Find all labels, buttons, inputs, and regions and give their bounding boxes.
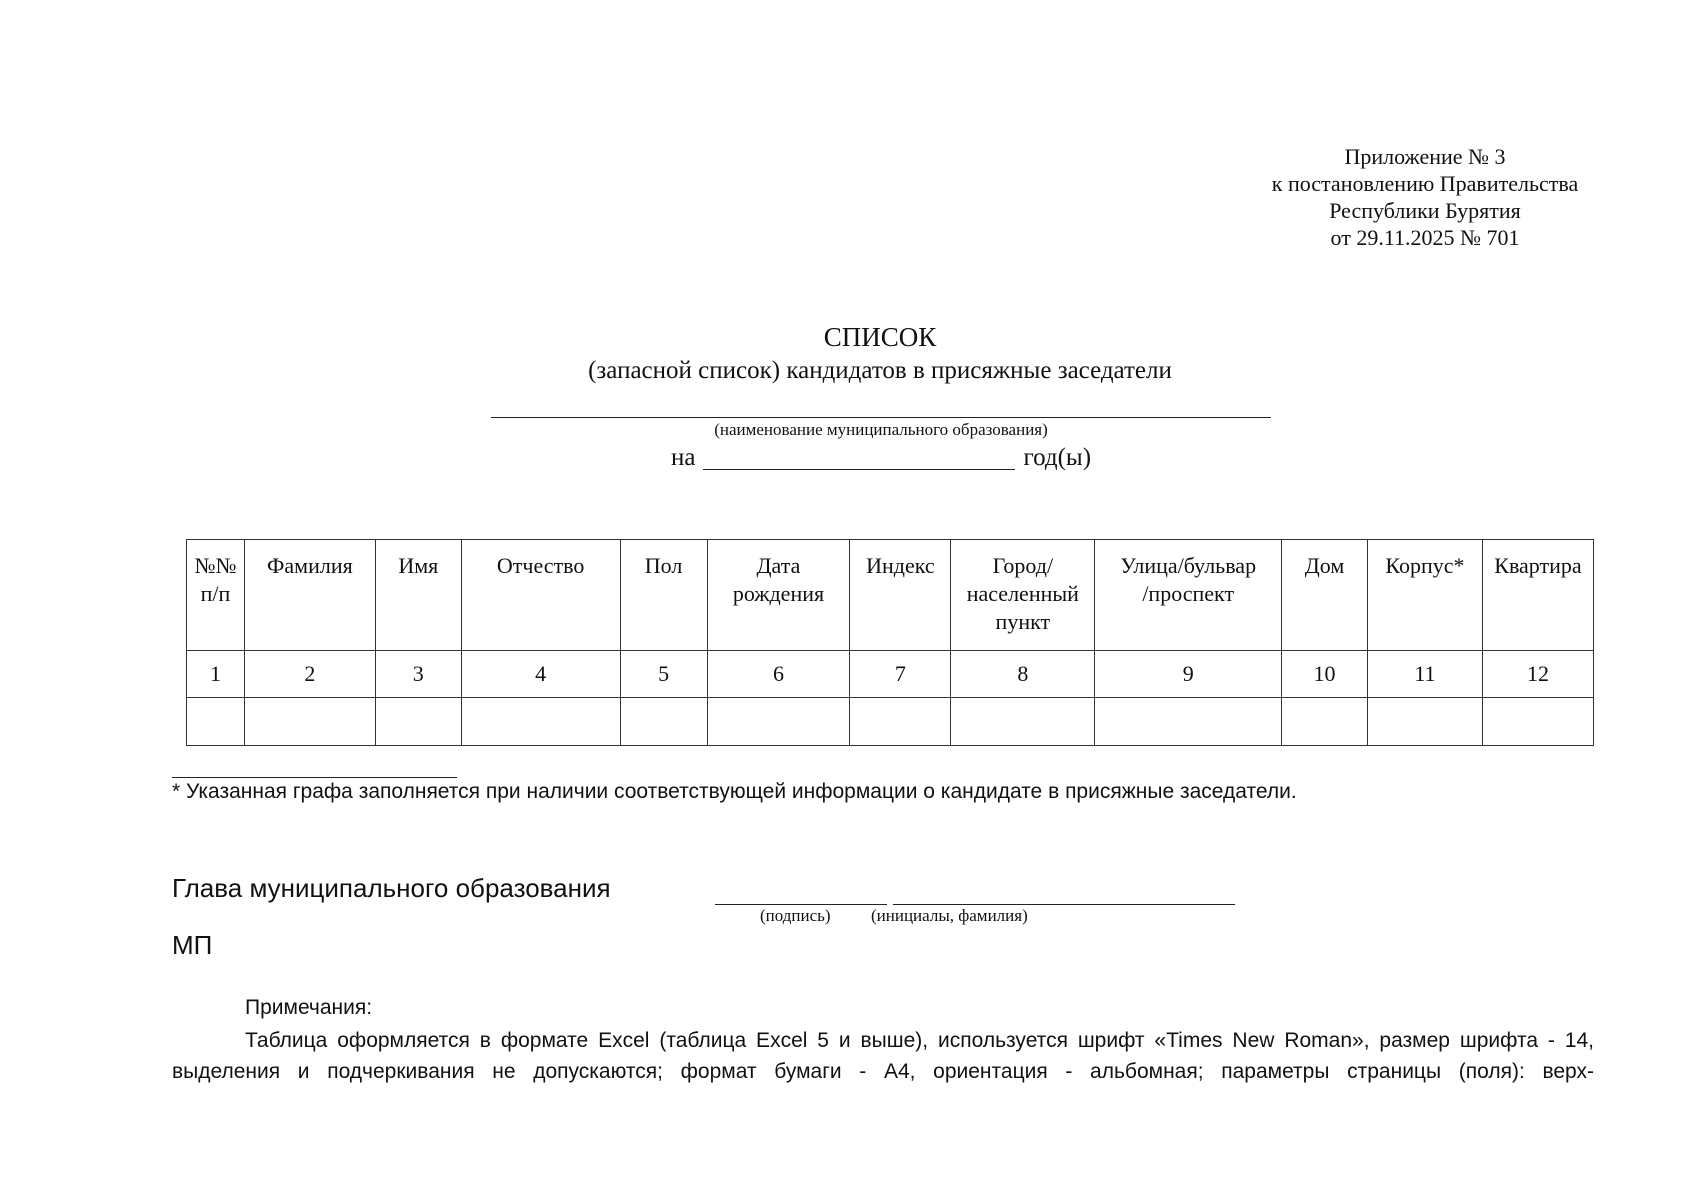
header-cell: Пол <box>620 540 707 651</box>
column-number: 6 <box>707 651 850 698</box>
empty-cell <box>707 698 850 746</box>
empty-cell <box>1368 698 1483 746</box>
empty-cell <box>1095 698 1282 746</box>
name-caption: (инициалы, фамилия) <box>871 906 1028 925</box>
title-block <box>400 320 1360 388</box>
year-suffix: год(ы) <box>1023 444 1092 471</box>
column-number: 3 <box>375 651 461 698</box>
header-cell: Город/ населенный пункт <box>951 540 1095 651</box>
header-cell: Фамилия <box>244 540 375 651</box>
header-cell: Дата рождения <box>707 540 850 651</box>
empty-cell <box>187 698 245 746</box>
header-cell: Имя <box>375 540 461 651</box>
column-number: 1 <box>187 651 245 698</box>
column-number: 4 <box>461 651 620 698</box>
name-line <box>893 904 1235 905</box>
empty-cell <box>244 698 375 746</box>
table-row <box>187 698 1594 746</box>
year-prefix: на <box>670 444 696 471</box>
document-title: СПИСОК <box>823 322 937 352</box>
column-number-row <box>187 651 1594 698</box>
municipality-caption: (наименование муниципального образования) <box>714 420 1048 439</box>
header-cell: Корпус* <box>1368 540 1483 651</box>
year-row <box>491 444 1271 472</box>
notes-title: Примечания: <box>245 996 373 1019</box>
column-number: 12 <box>1482 651 1593 698</box>
empty-cell <box>951 698 1095 746</box>
column-number: 5 <box>620 651 707 698</box>
annex-line-4: от 29.11.2025 № 701 <box>1330 225 1520 250</box>
header-cell: Индекс <box>850 540 951 651</box>
head-of-municipality-label: Глава муниципального образования <box>172 873 611 903</box>
column-number: 9 <box>1095 651 1282 698</box>
empty-cell <box>1282 698 1368 746</box>
table-header-row <box>187 540 1594 651</box>
stamp-label: МП <box>172 930 213 960</box>
document-subtitle: (запасной список) кандидатов в присяжные заседатели <box>588 357 1172 384</box>
header-cell: Отчество <box>461 540 620 651</box>
empty-cell <box>375 698 461 746</box>
column-number: 2 <box>244 651 375 698</box>
annex-header <box>1240 143 1610 251</box>
municipality-blank-line <box>491 417 1271 418</box>
candidates-table <box>186 539 1594 746</box>
signature-line <box>715 904 887 905</box>
header-cell: Квартира <box>1482 540 1593 651</box>
footnote: * Указанная графа заполняется при наличии соответствующей информации о кандидате в присяжные заседатели. <box>172 780 1297 803</box>
empty-cell <box>461 698 620 746</box>
notes-text: Таблица оформляется в формате Excel (таблица Excel 5 и выше), используется шрифт «Times New Roman», размер шрифта - 14, выделения и подчеркивания не допускаются; формат бумаги - А4, ориентация - альбомная; параметры страницы (поля): верх- <box>172 1029 1594 1083</box>
empty-cell <box>850 698 951 746</box>
column-number: 8 <box>951 651 1095 698</box>
header-cell: №№ п/п <box>187 540 245 651</box>
year-blank-line <box>703 445 1015 470</box>
footnote-separator <box>172 777 457 778</box>
column-number: 11 <box>1368 651 1483 698</box>
column-number: 10 <box>1282 651 1368 698</box>
signature-caption: (подпись) <box>760 906 831 925</box>
empty-cell <box>620 698 707 746</box>
column-number: 7 <box>850 651 951 698</box>
header-cell: Улица/бульвар /проспект <box>1095 540 1282 651</box>
annex-line-3: Республики Бурятия <box>1329 198 1521 223</box>
empty-cell <box>1482 698 1593 746</box>
annex-line-2: к постановлению Правительства <box>1271 171 1579 196</box>
header-cell: Дом <box>1282 540 1368 651</box>
annex-line-1: Приложение № 3 <box>1344 144 1506 169</box>
